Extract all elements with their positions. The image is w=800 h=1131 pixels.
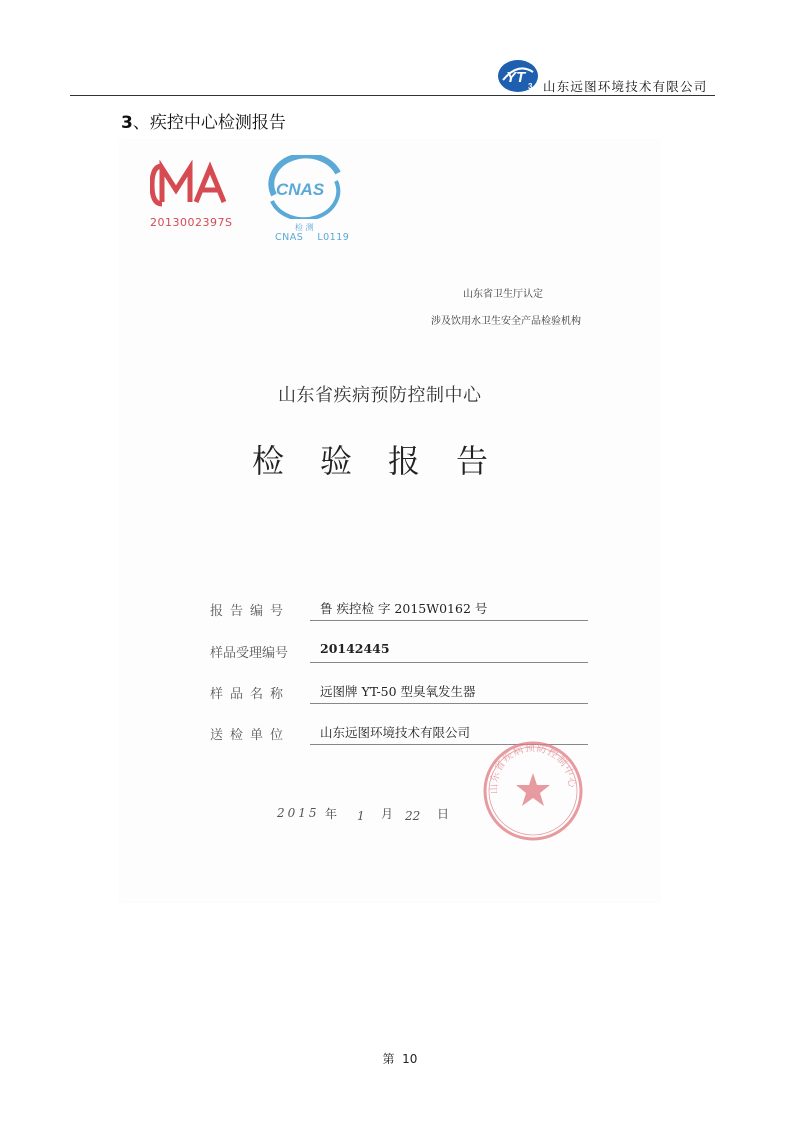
field-underline xyxy=(310,662,588,663)
header-company-name: 山东远图环境技术有限公司 xyxy=(543,79,708,94)
field-value: 鲁 疾控检 字 2015W0162 号 xyxy=(320,601,488,616)
date-month: 1 xyxy=(357,809,365,823)
field-label: 样品受理编号 xyxy=(210,646,289,661)
field-label: 送检单位 xyxy=(210,728,291,743)
date-day-unit: 日 xyxy=(437,807,450,821)
page-number: 第 10 xyxy=(382,1052,418,1066)
section-title xyxy=(121,108,286,133)
field-sample-id xyxy=(210,638,588,664)
svg-text:YT: YT xyxy=(506,69,526,86)
header-divider xyxy=(70,95,715,96)
date-year-unit: 年 xyxy=(325,807,338,821)
field-value: 山东远图环境技术有限公司 xyxy=(320,725,471,740)
field-report-number xyxy=(210,596,588,622)
date-day: 22 xyxy=(405,809,421,823)
section-number: 3 xyxy=(121,113,133,133)
svg-text:3: 3 xyxy=(528,82,533,91)
svg-text:CNAS: CNAS xyxy=(276,180,325,199)
cnas-logo xyxy=(262,155,348,219)
field-label: 报告编号 xyxy=(210,604,291,619)
field-value: 远图牌 YT-50 型臭氧发生器 xyxy=(320,684,476,699)
field-underline xyxy=(310,703,588,704)
field-value: 20142445 xyxy=(320,641,390,656)
cma-number: 2013002397S xyxy=(150,216,233,229)
organization-name: 山东省疾病预防控制中心 xyxy=(278,385,482,406)
report-title: 检验报告 xyxy=(252,442,525,480)
official-seal xyxy=(481,739,585,843)
section-title-text: 、疾控中心检测报告 xyxy=(132,113,286,133)
cma-logo xyxy=(150,160,232,210)
svg-text:山东省疾病预防控制中心: 山东省疾病预防控制中心 xyxy=(488,742,578,795)
company-logo xyxy=(497,58,539,94)
authority-line-1: 山东省卫生厅认定 xyxy=(463,289,543,300)
field-sample-name xyxy=(210,679,588,705)
cnas-number: CNAS L0119 xyxy=(275,232,350,243)
date-month-unit: 月 xyxy=(381,807,394,821)
cnas-subtitle: 检 测 xyxy=(295,223,314,232)
field-underline xyxy=(310,620,588,621)
authority-line-2: 涉及饮用水卫生安全产品检验机构 xyxy=(431,316,581,327)
field-label: 样品名称 xyxy=(210,687,291,702)
date-year: 2015 xyxy=(277,806,320,820)
